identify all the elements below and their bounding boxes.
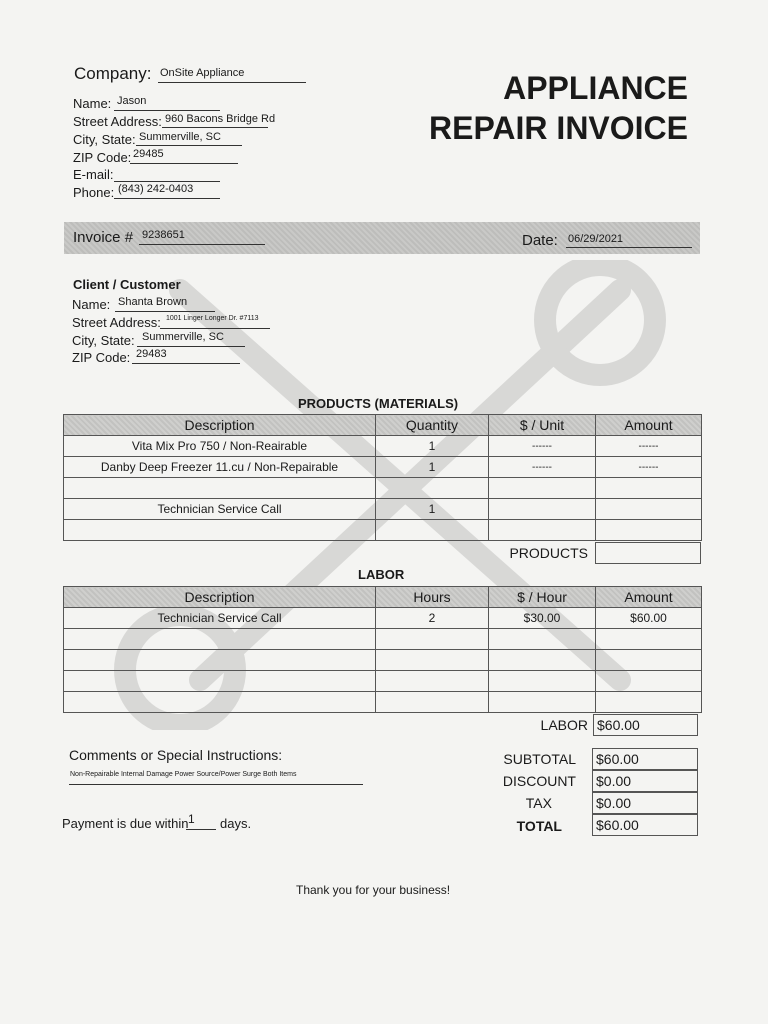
invoice-number-underline [139,244,265,245]
labor-cell: $30.00 [489,608,596,629]
products-header-unit: $ / Unit [489,415,596,436]
comments-label: Comments or Special Instructions: [69,747,283,763]
company-name-label: Name: [73,96,112,111]
company-city-underline [136,145,242,146]
company-phone-label: Phone: [73,185,115,200]
labor-cell [489,629,596,650]
products-header-quantity: Quantity [376,415,489,436]
labor-cell [64,692,376,713]
products-cell: ------ [489,457,596,478]
labor-cell [64,650,376,671]
table-row [64,692,702,713]
products-cell [64,478,376,499]
labor-cell: $60.00 [596,608,702,629]
labor-header-amount: Amount [596,587,702,608]
company-name-underline [114,110,220,111]
products-table [63,414,702,541]
products-cell: Vita Mix Pro 750 / Non-Reairable [64,436,376,457]
tax-box: $0.00 [592,792,698,814]
payment-days-underline [186,829,216,830]
discount-label: DISCOUNT [502,773,576,789]
products-cell [596,520,702,541]
labor-cell: 2 [376,608,489,629]
table-row [64,671,702,692]
products-cell: ------ [596,436,702,457]
labor-header-hours: Hours [376,587,489,608]
products-cell [376,520,489,541]
invoice-title-line1: APPLIANCE [503,70,688,106]
company-street-label: Street Address: [73,114,162,129]
client-city-label: City, State: [72,333,135,348]
labor-cell [376,671,489,692]
products-cell: Technician Service Call [64,499,376,520]
labor-table [63,586,702,713]
subtotal-box: $60.00 [592,748,698,770]
products-header-amount: Amount [596,415,702,436]
client-zip-label: ZIP Code: [72,350,131,365]
products-cell: 1 [376,436,489,457]
total-label: TOTAL [516,818,562,834]
products-header-description: Description [64,415,376,436]
labor-cell: Technician Service Call [64,608,376,629]
comments-text: Non-Repairable Internal Damage Power Source/Power Surge Both Items [70,771,297,778]
products-cell: Danby Deep Freezer 11.cu / Non-Repairable [64,457,376,478]
invoice-number-value: 9238651 [142,229,185,241]
company-zip-underline [130,163,238,164]
table-row [64,650,702,671]
tax-label: TAX [525,795,552,811]
labor-cell [376,629,489,650]
payment-prefix: Payment is due within [62,816,189,831]
labor-cell [489,671,596,692]
labor-cell [64,671,376,692]
products-cell [489,499,596,520]
products-cell [489,520,596,541]
client-street-underline [160,328,270,329]
company-street-underline [162,127,268,128]
discount-box: $0.00 [592,770,698,792]
invoice-date-label: Date: [522,232,558,249]
labor-cell [376,650,489,671]
footer-thank-you: Thank you for your business! [296,883,451,897]
company-zip-label: ZIP Code: [73,150,132,165]
products-header-row [64,415,702,436]
company-phone-underline [114,198,220,199]
products-cell [376,478,489,499]
labor-cell [489,692,596,713]
products-total-box [595,542,701,564]
table-row [64,478,702,499]
labor-cell [596,629,702,650]
invoice-title-line2: REPAIR INVOICE [429,110,688,146]
table-row [64,629,702,650]
invoice-date-value: 06/29/2021 [568,233,624,245]
company-value: OnSite Appliance [160,67,245,79]
company-city-label: City, State: [73,132,136,147]
labor-cell [596,692,702,713]
table-row [64,608,702,629]
client-street-label: Street Address: [72,315,161,330]
subtotal-label: SUBTOTAL [503,751,576,767]
client-heading: Client / Customer [73,277,181,292]
company-street-value: 960 Bacons Bridge Rd [165,113,276,125]
products-cell: ------ [596,457,702,478]
client-name-underline [115,311,215,312]
client-zip-underline [132,363,240,364]
client-city-underline [137,346,245,347]
products-cell: ------ [489,436,596,457]
products-cell: 1 [376,499,489,520]
company-email-underline [114,181,220,182]
labor-cell [376,692,489,713]
products-cell [489,478,596,499]
labor-title: LABOR [358,567,405,582]
products-cell [596,499,702,520]
client-name-label: Name: [72,297,111,312]
labor-cell [489,650,596,671]
labor-cell [596,650,702,671]
company-email-label: E-mail: [73,167,114,182]
client-city-value: Summerville, SC [142,331,224,343]
products-title: PRODUCTS (MATERIALS) [298,396,459,411]
labor-cell [596,671,702,692]
company-city-value: Summerville, SC [139,131,221,143]
client-zip-value: 29483 [136,348,167,360]
products-cell [596,478,702,499]
client-street-value: 1001 Linger Longer Dr. #7113 [166,315,259,322]
labor-total-label: LABOR [540,717,588,733]
products-cell: 1 [376,457,489,478]
payment-suffix: days. [220,816,252,831]
labor-cell [64,629,376,650]
company-name-value: Jason [117,95,147,107]
table-row [64,520,702,541]
client-name-value: Shanta Brown [118,296,188,308]
labor-header-rate: $ / Hour [489,587,596,608]
total-box: $60.00 [592,814,698,836]
table-row [64,457,702,478]
labor-header-description: Description [64,587,376,608]
table-row [64,436,702,457]
company-label: Company: [74,64,152,83]
company-underline [158,82,306,83]
invoice-date-underline [566,247,692,248]
labor-total-box: $60.00 [593,714,698,736]
company-phone-value: (843) 242-0403 [118,183,194,195]
company-zip-value: 29485 [133,148,164,160]
comments-underline [69,784,363,785]
products-total-label: PRODUCTS [509,545,588,561]
payment-days-value: 1 [188,812,195,826]
products-cell [64,520,376,541]
invoice-number-label: Invoice # [73,229,134,246]
table-row [64,499,702,520]
labor-header-row [64,587,702,608]
